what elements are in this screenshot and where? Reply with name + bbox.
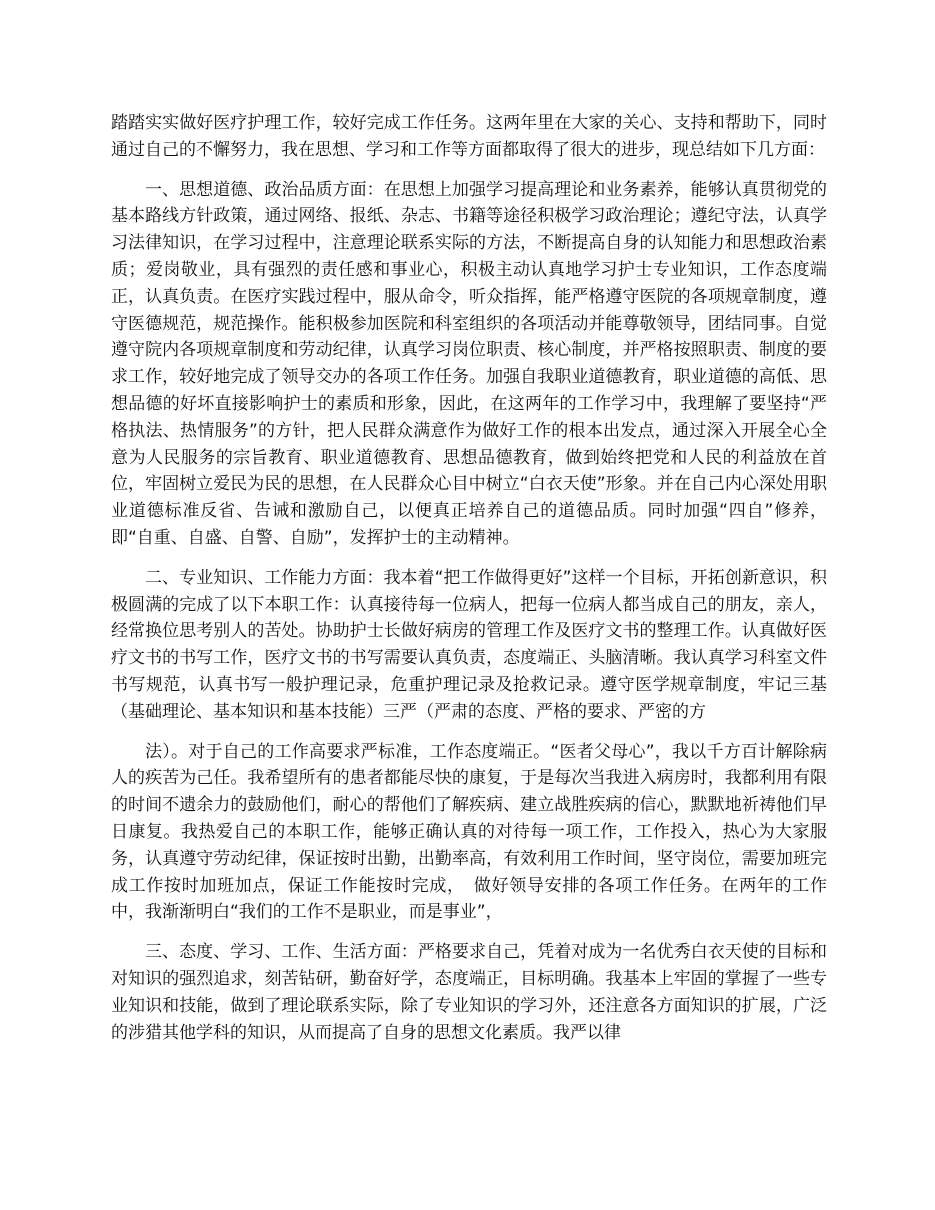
paragraph-study-life: 三、态度、学习、工作、生活方面：严格要求自己，凭着对成为一名优秀白衣天使的目标和对知识的强烈追求，刻苦钻研，勤奋好学，态度端正，目标明确。我基本上牢固的掌握了一些专业知识和技能，做到了理论联系实际，除了专业知识的学习外，还注意各方面知识的扩展，广泛的涉猎其他学科的知识，从而提高了自身的思想文化素质。我严以律 xyxy=(111,942,827,1043)
paragraph-ideology-politics: 一、思想道德、政治品质方面：在思想上加强学习提高理论和业务素养，能够认真贯彻党的基本路线方针政策，通过网络、报纸、杂志、书籍等途径积极学习政治理论；遵纪守法，认真学习法律知识，在学习过程中，注意理论联系实际的方法，不断提高自身的认知能力和思想政治素质；爱岗敬业，具有强烈的责任感和事业心，积极主动认真地学习护士专业知识，工作态度端正，认真负责。在医疗实践过程中，服从命令，听众指挥，能严格遵守医院的各项规章制度，遵守医德规范，规范操作。能积极参加医院和科室组织的各项活动并能尊敬领导，团结同事。自觉遵守院内各项规章制度和劳动纪律，认真学习岗位职责、核心制度，并严格按照职责、制度的要求工作，较好地完成了领导交办的各项工作任务。加强自我职业道德教育，职业道德的高低、思想品德的好坏直接影响护士的素质和形象，因此，在这两年的工作学习中，我理解了要坚持“严格执法、热情服务”的方针，把人民群众满意作为做好工作的根本出发点，通过深入开展全心全意为人民服务的宗旨教育、职业道德教育、思想品德教育，做到始终把党和人民的利益放在首位，牢固树立爱民为民的思想，在人民群众心目中树立“白衣天使”形象。并在自己内心深处用职业道德标准反省、告诫和激励自己，以便真正培养自己的道德品质。同时加强“四自”修养，即“自重、自盛、自警、自励”，发挥护士的主动精神。 xyxy=(111,179,827,548)
paragraph-intro: 踏踏实实做好医疗护理工作，较好完成工作任务。这两年里在大家的关心、支持和帮助下，同时通过自己的不懈努力，我在思想、学习和工作等方面都取得了很大的进步，现总结如下几方面： xyxy=(111,113,827,160)
paragraph-professional-knowledge: 二、专业知识、工作能力方面：我本着“把工作做得更好”这样一个目标，开拓创新意识，积极圆满的完成了以下本职工作：认真接待每一位病人，把每一位病人都当成自己的朋友，亲人，经常换位思考别人的苦处。协助护士长做好病房的管理工作及医疗文书的整理工作。认真做好医疗文书的书写工作，医疗文书的书写需要认真负责，态度端正、头脑清晰。我认真学习科室文件书写规范，认真书写一般护理记录，危重护理记录及抢救记录。遵守医学规章制度，牢记三基（基础理论、基本知识和基本技能）三严（严肃的态度、严格的要求、严密的方 xyxy=(111,567,827,722)
paragraph-work-attitude: 法）。对于自己的工作高要求严标准，工作态度端正。“医者父母心”，我以千方百计解除病人的疾苦为己任。我希望所有的患者都能尽快的康复，于是每次当我进入病房时，我都利用有限的时间不遗余力的鼓励他们，耐心的帮他们了解疾病、建立战胜疾病的信心，默默地祈祷他们早日康复。我热爱自己的本职工作，能够正确认真的对待每一项工作，工作投入，热心为大家服务，认真遵守劳动纪律，保证按时出勤，出勤率高，有效利用工作时间，坚守岗位，需要加班完成工作按时加班加点，保证工作能按时完成， 做好领导安排的各项工作任务。在两年的工作中，我渐渐明白“我们的工作不是职业，而是事业”， xyxy=(111,741,827,923)
document-body xyxy=(111,110,827,1059)
